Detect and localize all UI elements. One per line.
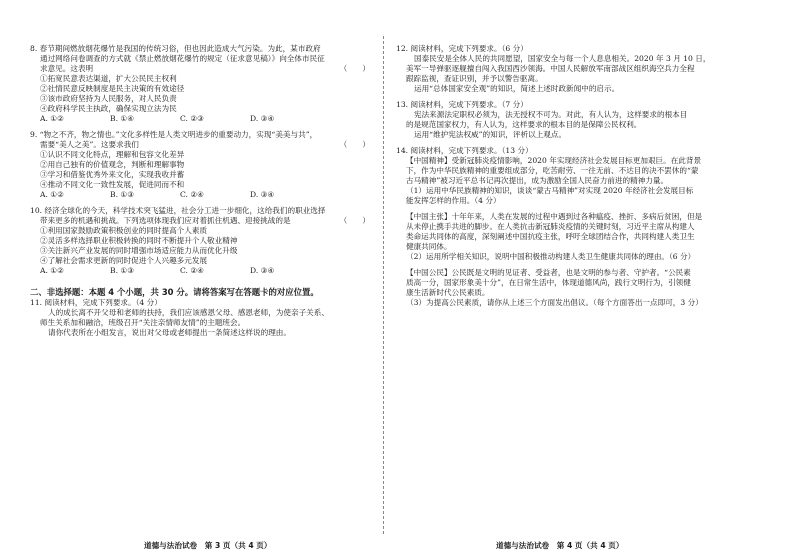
choice-a: A. ①② [40, 114, 64, 123]
q14-task-3: （3）为提高公民素质，请你从上述三个方面发出倡议。（每个方面答出一点即可，3 分） [406, 298, 703, 307]
q12-head: 12. 阅读材料，完成下列要求。（6 分） [396, 44, 528, 53]
q14-task-2: （2）运用所学相关知识，说明中国积极推动构建人类卫生健康共同体的理由。（6 分） [406, 252, 696, 261]
choice-a: A. ①② [40, 266, 64, 275]
q8-stem-line [30, 64, 370, 74]
choice-d: D. ③④ [250, 190, 275, 199]
q12-material-line: 美军一导弹驱逐舰擅自闯入我国西沙领海。中国人民解放军南部战区组织海空兵力全程 [406, 64, 695, 73]
q13-task: 运用“维护宪法权威”的知识，评析以上观点。 [414, 130, 567, 139]
choice-c: C. ②④ [180, 266, 204, 275]
question-12 [396, 44, 766, 94]
q14-p2-line: 【中国主张】十年年来，人类在发展的过程中遇到过各种瘟疫、挫折、多病后贫困，但是 [406, 212, 703, 221]
answer-paren: （ ） [339, 64, 370, 73]
q13-head: 13. 阅读材料，完成下列要求。（7 分） [396, 100, 528, 109]
q10-stem-line [30, 216, 370, 226]
q9-option: ①认识不同文化特点，理解和包容文化差异 [40, 150, 185, 159]
q10-option: ④了解社会需求更新的同时促进个人兴趣多元发展 [40, 256, 208, 265]
q8-option: ③该市政府坚持为人民服务，对人民负责 [40, 94, 177, 103]
q8-option: ④政府科学民主执政，确保实现立法为民 [40, 104, 177, 113]
q12-material-line: 跟踪监视，查证识别，并予以警告驱离。 [406, 74, 543, 83]
question-9 [30, 130, 370, 200]
q11-task: 请你代表所在小组发言，说出对父母或老师提出一条简述这样说的理由。 [48, 328, 291, 337]
q10-option: ③关注新兴产业发展的同时增强市场适应能力从而优化升级 [40, 246, 238, 255]
q9-choices [30, 190, 370, 200]
question-10 [30, 206, 370, 276]
choice-b: B. ①③ [110, 266, 135, 275]
q9-stem-line: 9. “物之不齐，物之情也。”文化多样性是人类文明进步的重要动力，实现“美美与共”， [30, 130, 318, 139]
q12-task: 运用“总体国家安全观”的知识，简述上述时政新闻中的启示。 [414, 84, 620, 93]
page-4-column [396, 44, 766, 308]
q14-p1-line: 古马精神”被习近平总书记再次提出，成为激励全国人民奋力前进的精神力量。 [406, 176, 669, 185]
q8-stem-line: 通过网络问卷调查的方式就《禁止燃放烟花爆竹的规定（征求意见稿）》向全体市民征 [40, 54, 325, 63]
q12-material-line: 国泰民安是全体人民的共同愿望，国家安全与每一个人息息相关。2020 年 3 月 10 日， [414, 54, 711, 63]
question-11 [30, 298, 370, 338]
answer-paren: （ ） [339, 216, 370, 225]
q9-stem-text: 需要“美人之美”。这要求我们 [40, 140, 139, 149]
q8-choices [30, 114, 370, 124]
choice-b: B. ①④ [110, 114, 135, 123]
q14-p1-line: 下，作为中华民族精神的重要组成部分，吃苦耐劳、一往无前、不达目的决不罢休的“蒙 [406, 166, 699, 175]
question-14 [396, 146, 766, 308]
choice-d: D. ③④ [250, 114, 275, 123]
answer-paren: （ ） [339, 140, 370, 149]
q14-p2-line: 类命运共同体的高度，深刻阐述中国抗疫主张，呼吁全球团结合作，共同构建人类卫生 [406, 232, 695, 241]
q10-option: ①利用国家鼓励政策积极创业的同时提高个人素质 [40, 226, 208, 235]
page-3-column [30, 44, 370, 338]
q14-p1-line: 【中国精神】受新冠肺炎疫情影响，2020 年实现经济社会发展目标更加艰巨。在此背景 [406, 156, 702, 165]
q9-option: ③学习和借鉴优秀外来文化，实现我收并蓄 [40, 170, 185, 179]
q8-option: ②社情民意反映制度是民主决策的有效途径 [40, 84, 185, 93]
q14-p2-line: 健康共同体。 [406, 242, 452, 251]
q8-stem-line: 8. 春节期间燃放烟花爆竹是我国的传统习俗，但也因此造成大气污染。为此，某市政府 [30, 44, 321, 53]
choice-c: C. ②④ [180, 190, 204, 199]
q8-stem-text: 求意见。这表明 [40, 64, 94, 73]
q9-stem-line [30, 140, 370, 150]
q10-choices [30, 266, 370, 276]
q8-option: ①拓宽民意表达渠道，扩大公民民主权利 [40, 74, 177, 83]
q10-stem-text: 带来更多的机遇和挑战。下列选项体现我们应对着抓住机遇、迎接挑战的是 [40, 216, 291, 225]
q9-option: ②用自己独有的价值观念，判断和理解事物 [40, 160, 185, 169]
choice-c: C. ②③ [180, 114, 204, 123]
choice-b: B. ①③ [110, 190, 135, 199]
q14-p2-line: 从未停止携手共进的脚步。在人类抗击新冠肺炎疫情的关键时刻，习近平主席从构建人 [406, 222, 695, 231]
section-heading: 二、非选择题：本题 4 个小题，共 30 分。请将答案写在答题卡的对应位置。 [30, 287, 319, 297]
q13-material-line: 宪法来源法定职权必须为，法无授权不可为。对此，有人认为，这样要求的根本目 [414, 110, 688, 119]
choice-a: A. ①② [40, 190, 64, 199]
choice-d: D. ③④ [250, 266, 275, 275]
q11-head: 11. 阅读材料，完成下列要求。（4 分） [30, 298, 162, 307]
q14-head: 14. 阅读材料，完成下列要求。（13 分） [396, 146, 533, 155]
question-8 [30, 44, 370, 124]
q10-option: ②灵活多样选择职业积极转换的同时不断提升个人敬业精神 [40, 236, 238, 245]
q14-p3-line: 质高一分，国家形象美十分”，在日常生活中，体现道德风尚，践行文明行为，引领健 [406, 278, 691, 287]
page-divider [383, 36, 384, 534]
q13-material-line: 的是规范国家权力，有人认为，这样要求的根本目的是保障公民权利。 [406, 120, 642, 129]
q10-stem-line: 10. 经济全球化的今天，科学技术突飞猛进，社会分工进一步细化，这给我们的职业选择 [30, 206, 326, 215]
q11-material-line: 人的成长离不开父母和老师的扶持，我们应该感恩父母、感恩老师，为使亲子关系、 [48, 308, 329, 317]
q14-task-1: （1）运用中华民族精神的知识，谈谈“蒙古马精神”对实现 2020 年经济社会发展目标 [406, 186, 694, 195]
q14-task-1: 能发挥怎样的作用。（4 分） [406, 196, 501, 205]
page-footer-4: 道德与法治试卷 第 4 页（共 4 页） [496, 541, 624, 550]
question-13 [396, 100, 766, 140]
q11-material-line: 师生关系加和融洽，班级召开“关注亲情师友情”的主题班会。 [40, 318, 246, 327]
q9-option: ④推动不同文化一致性发展，促进同而不和 [40, 180, 185, 189]
page-footer-3: 道德与法治试卷 第 3 页（共 4 页） [144, 541, 272, 550]
q14-p3-line: 康生活新时代公民素质。 [406, 288, 490, 297]
q14-p3-line: 【中国公民】公民既是文明的见证者、受益者，也是文明的参与者、守护者。“公民素 [406, 268, 691, 277]
